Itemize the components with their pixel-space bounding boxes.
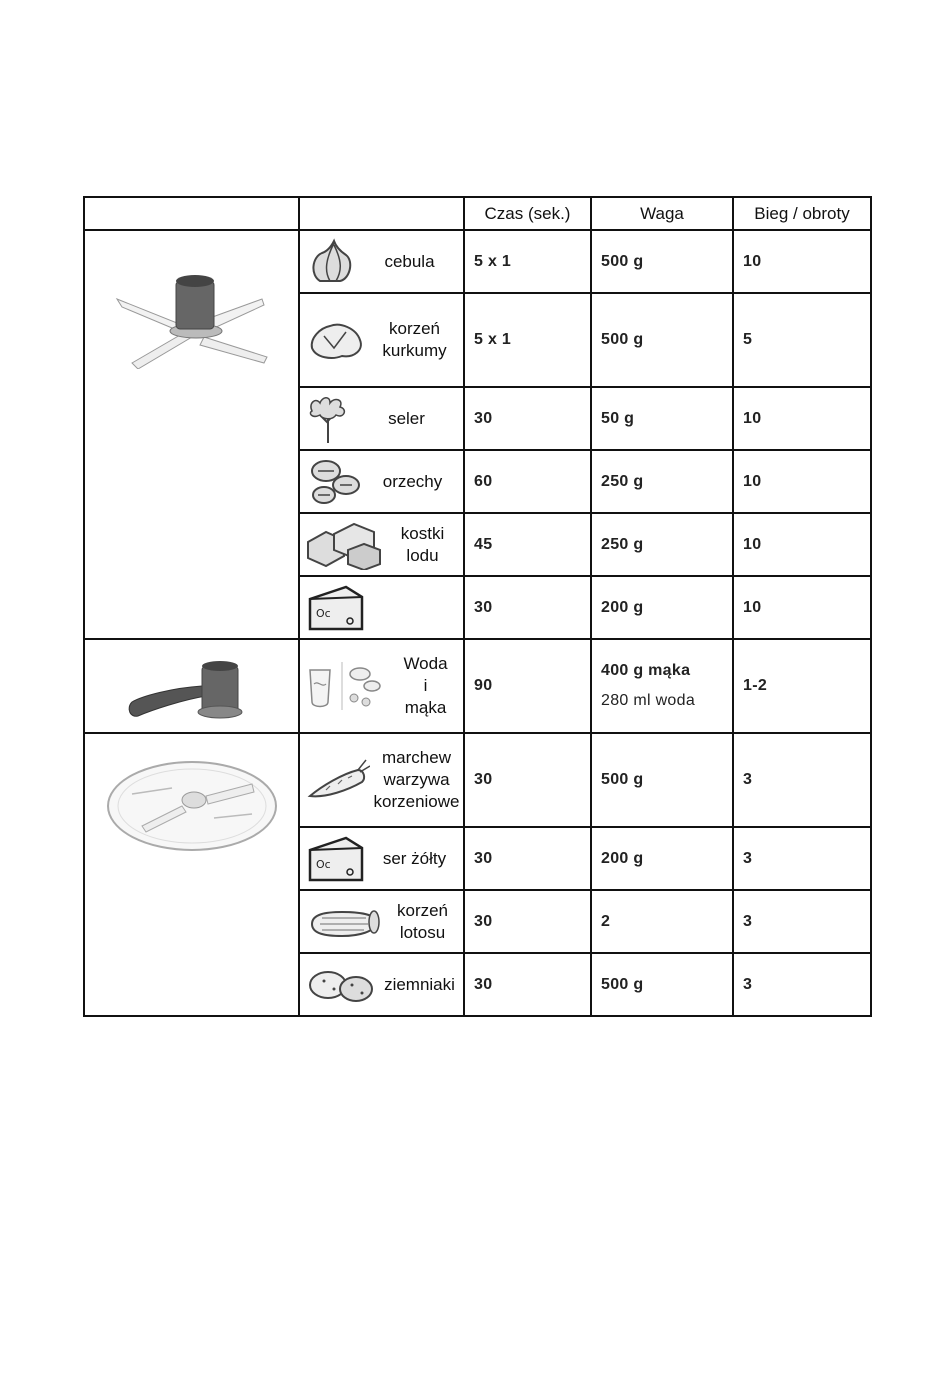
czas-value: 60 [464, 450, 591, 513]
waga-line2: 280 ml woda [601, 692, 696, 709]
food-label-line2: kurkumy [382, 341, 447, 360]
potatoes-icon [306, 963, 376, 1007]
waga-value: 50 g [591, 387, 733, 450]
food-label-line2: i [423, 676, 428, 695]
header-waga: Waga [591, 197, 733, 230]
header-row [84, 197, 871, 230]
bieg-value: 3 [733, 953, 871, 1016]
food-cell [299, 953, 464, 1016]
cheese-icon [306, 583, 366, 633]
onion-icon [306, 237, 356, 287]
bieg-value: 3 [733, 890, 871, 953]
lotus-root-icon [306, 902, 382, 942]
header-food [299, 197, 464, 230]
waga-value: 2 [591, 890, 733, 953]
bieg-value: 10 [733, 513, 871, 576]
bieg-value: 10 [733, 576, 871, 639]
waga-value: 500 g [591, 733, 733, 827]
food-label-line1: korzeń [396, 900, 449, 920]
ice-cubes-icon [304, 520, 382, 570]
header-bieg: Bieg / obroty [733, 197, 871, 230]
bieg-value: 5 [733, 293, 871, 387]
food-label-line2: warzywa [383, 770, 450, 789]
czas-value: 30 [464, 387, 591, 450]
czas-value: 30 [464, 953, 591, 1016]
food-label: ser żółty [382, 848, 447, 868]
settings-table [83, 196, 872, 1017]
food-cell [299, 293, 464, 387]
food-label-line3: mąka [404, 698, 447, 717]
bieg-value: 3 [733, 827, 871, 890]
tool-cell-disc [84, 733, 299, 1016]
nuts-icon [306, 457, 362, 507]
food-label: cebula [384, 251, 435, 271]
czas-value: 5 x 1 [464, 293, 591, 387]
food-cell [299, 890, 464, 953]
cheese-icon [306, 834, 366, 884]
food-cell [299, 639, 464, 733]
svg-text:Oc: Oc [316, 857, 331, 871]
header-tool [84, 197, 299, 230]
food-label-line1: marchew [382, 748, 451, 767]
food-cell [299, 513, 464, 576]
tool-cell-hook [84, 639, 299, 733]
food-cell [299, 387, 464, 450]
food-label: ziemniaki [384, 974, 455, 994]
chopping-blade-icon [112, 259, 272, 369]
food-cell [299, 450, 464, 513]
waga-value: 500 g [591, 953, 733, 1016]
czas-value: 30 [464, 576, 591, 639]
bieg-value: 10 [733, 230, 871, 293]
food-label-line1: korzeń [388, 319, 441, 338]
slicing-disc-icon [102, 754, 282, 854]
food-label: seler [388, 408, 425, 428]
czas-value: 30 [464, 827, 591, 890]
czas-value: 30 [464, 733, 591, 827]
food-cell [299, 230, 464, 293]
waga-value [591, 639, 733, 733]
waga-value: 250 g [591, 513, 733, 576]
food-cell [299, 576, 464, 639]
waga-line1: 400 g mąka [601, 662, 691, 679]
food-label: orzechy [382, 471, 443, 491]
waga-value: 250 g [591, 450, 733, 513]
turmeric-root-icon [306, 318, 366, 362]
waga-value: 500 g [591, 230, 733, 293]
svg-text:Oc: Oc [316, 606, 331, 620]
czas-value: 30 [464, 890, 591, 953]
dough-hook-icon [122, 646, 262, 726]
czas-value: 90 [464, 639, 591, 733]
table-row [84, 639, 871, 733]
table-row [84, 733, 871, 827]
water-flour-icon [306, 656, 388, 716]
bieg-value: 10 [733, 450, 871, 513]
bieg-value: 3 [733, 733, 871, 827]
carrot-icon [306, 756, 370, 804]
bieg-value: 10 [733, 387, 871, 450]
czas-value: 45 [464, 513, 591, 576]
table-row [84, 230, 871, 293]
waga-value: 500 g [591, 293, 733, 387]
waga-value: 200 g [591, 827, 733, 890]
czas-value: 5 x 1 [464, 230, 591, 293]
food-label-line1: Woda [403, 654, 448, 673]
bieg-value: 1-2 [733, 639, 871, 733]
header-czas: Czas (sek.) [464, 197, 591, 230]
food-label-line2: lotosu [399, 922, 446, 942]
food-label-line1: kostki [400, 523, 445, 543]
food-cell [299, 733, 464, 827]
food-cell [299, 827, 464, 890]
celery-icon [306, 393, 350, 445]
food-label-line2: lodu [406, 545, 439, 565]
food-label-line3: korzeniowe [373, 792, 460, 811]
waga-value: 200 g [591, 576, 733, 639]
tool-cell-blade [84, 230, 299, 639]
